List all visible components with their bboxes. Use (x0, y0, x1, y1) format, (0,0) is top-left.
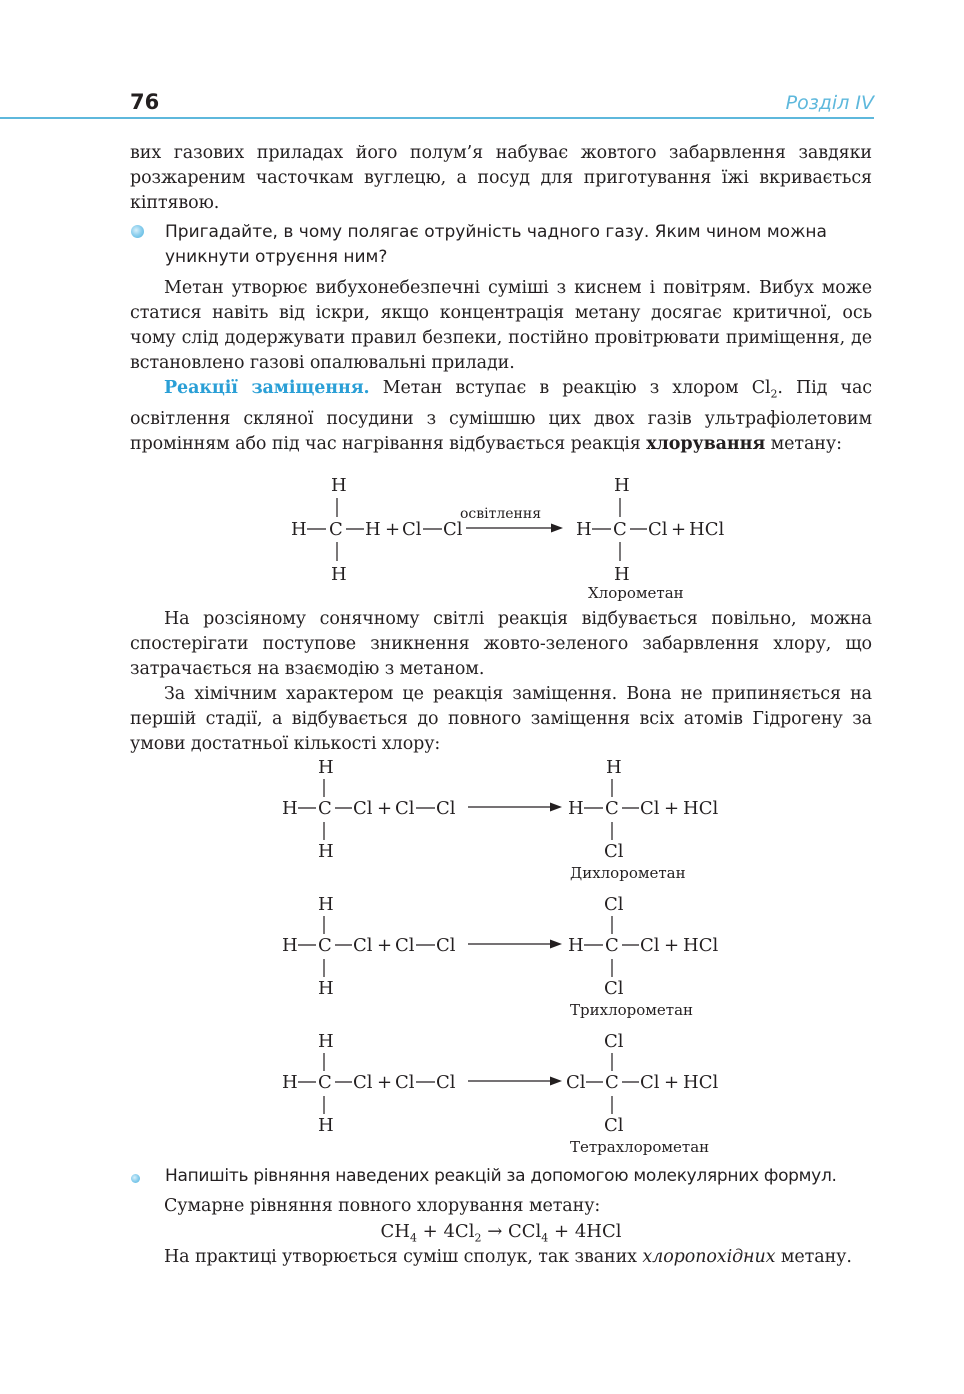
svg-text:H: H (282, 935, 298, 956)
svg-text:H: H (318, 1115, 334, 1136)
svg-text:Cl: Cl (353, 1072, 373, 1093)
paragraph-4: На розсіяному сонячному світлі реакція відбувається повільно, можна спостерігати поступове зникнення жовто-зеленого забарвлення хлору, що затрачається на взаємодію з метаном. (130, 609, 872, 679)
svg-text:H: H (614, 564, 630, 585)
paragraph-3: Реакції заміщення. Метан вступає в реакцію з хлором $Cl_2$. Під час освітлення скляної посудини з сумішшю цих двох газів ультрафіолетовим промінням або під час нагрівання відбувається реакція хлорування метану: (130, 378, 872, 454)
svg-text:C: C (329, 519, 343, 540)
svg-text:+: + (377, 935, 393, 956)
svg-text:Cl: Cl (443, 519, 463, 540)
svg-text:C: C (605, 935, 619, 956)
svg-text:C: C (318, 798, 332, 819)
question-bullet-icon (131, 225, 144, 238)
question-2: Напишіть рівняння наведених реакцій за допомогою молекулярних формул. (165, 1166, 837, 1186)
svg-text:H: H (318, 894, 334, 915)
svg-text:H: H (606, 757, 622, 778)
eq4-product-name: Тетрахлорометан (570, 1138, 710, 1156)
svg-text:Cl: Cl (604, 894, 624, 915)
eq3-product-name: Трихлорометан (570, 1001, 694, 1019)
svg-text:H: H (318, 841, 334, 862)
svg-text:Cl: Cl (648, 519, 668, 540)
svg-text:+: + (664, 798, 680, 819)
svg-text:Cl: Cl (402, 519, 422, 540)
svg-text:+: + (664, 1072, 680, 1093)
svg-text:HCl: HCl (689, 519, 725, 540)
svg-text:HCl: HCl (683, 1072, 719, 1093)
eq1-product (576, 475, 724, 602)
svg-text:H: H (365, 519, 381, 540)
svg-text:C: C (318, 1072, 332, 1093)
eq4-product (566, 1031, 718, 1156)
question-1: Пригадайте, в чому полягає отруйність чадного газу. Яким чином можна уникнути отруєння ним? (165, 222, 827, 267)
svg-text:H: H (291, 519, 307, 540)
svg-text:C: C (605, 798, 619, 819)
svg-text:Cl: Cl (353, 935, 373, 956)
svg-text:HCl: HCl (683, 798, 719, 819)
svg-text:H: H (282, 1072, 298, 1093)
eq4-reactant (282, 1031, 456, 1136)
svg-text:Cl: Cl (395, 935, 415, 956)
svg-text:Cl: Cl (640, 935, 660, 956)
eq2-product (568, 757, 718, 882)
svg-text:Cl: Cl (640, 1072, 660, 1093)
eq1-condition: освітлення (460, 506, 542, 522)
svg-text:Cl: Cl (395, 1072, 415, 1093)
svg-text:Cl: Cl (566, 1072, 586, 1093)
svg-text:H: H (568, 798, 584, 819)
svg-text:H: H (568, 935, 584, 956)
svg-text:+: + (671, 519, 687, 540)
svg-text:Cl: Cl (604, 1031, 624, 1052)
question-bullet-icon (131, 1174, 140, 1183)
eq2-product-name: Дихлорометан (570, 864, 686, 882)
svg-text:Cl: Cl (640, 798, 660, 819)
svg-text:H: H (318, 1031, 334, 1052)
page-number: 76 (130, 90, 160, 114)
svg-text:H: H (282, 798, 298, 819)
svg-text:HCl: HCl (683, 935, 719, 956)
svg-text:Cl: Cl (395, 798, 415, 819)
paragraph-2: Метан утворює вибухонебезпечні суміші з киснем і повітрям. Вибух може статися навіть від іскри, якщо концентрація метану досягає критичної, ось чому слід додержувати правил безпеки, постійно провітрювати приміщення, де встановлено газові опалювальні прилади. (130, 278, 872, 373)
svg-text:+: + (664, 935, 680, 956)
svg-text:Cl: Cl (353, 798, 373, 819)
svg-text:H: H (331, 475, 347, 496)
svg-text:H: H (576, 519, 592, 540)
svg-text:Cl: Cl (604, 1115, 624, 1136)
section-title: Розділ IV (785, 92, 874, 114)
keyword-substitution: Реакції заміщення. (164, 378, 370, 398)
svg-text:Cl: Cl (436, 798, 456, 819)
svg-text:Cl: Cl (604, 978, 624, 999)
paragraph-6: Сумарне рівняння повного хлорування метану: (164, 1196, 601, 1216)
svg-text:+: + (377, 1072, 393, 1093)
paragraph-7: На практиці утворюється суміш сполук, так званих хлоропохідних метану. (164, 1247, 852, 1267)
summary-equation: $CH_4 + 4Cl_2 \to CCl_4 + 4HCl$ (380, 1221, 622, 1245)
header-rule (0, 117, 874, 119)
eq3-reactant (282, 894, 456, 999)
eq1-product-name: Хлорометан (588, 584, 684, 602)
svg-text:H: H (318, 978, 334, 999)
svg-text:H: H (614, 475, 630, 496)
paragraph-5: За хімічним характером це реакція заміщення. Вона не припиняється на першій стадії, а відбувається до повного заміщення всіх атомів Гідрогену за умови достатньої кількості хлору: (130, 684, 872, 754)
svg-text:C: C (605, 1072, 619, 1093)
svg-text:Cl: Cl (604, 841, 624, 862)
svg-text:H: H (318, 757, 334, 778)
svg-text:C: C (318, 935, 332, 956)
eq3-product (568, 894, 718, 1019)
svg-text:Cl: Cl (436, 1072, 456, 1093)
svg-text:C: C (613, 519, 627, 540)
svg-text:+: + (377, 798, 393, 819)
svg-text:H: H (331, 564, 347, 585)
eq1-reactant (291, 475, 463, 585)
eq2-reactant (282, 757, 456, 862)
paragraph-1: вих газових приладах його полум’я набуває жовтого забарвлення завдяки розжареним часточкам вуглецю, а посуд для приготування їжі вкривається кіптявою. (130, 143, 872, 213)
svg-text:Cl: Cl (436, 935, 456, 956)
svg-text:+: + (385, 519, 401, 540)
